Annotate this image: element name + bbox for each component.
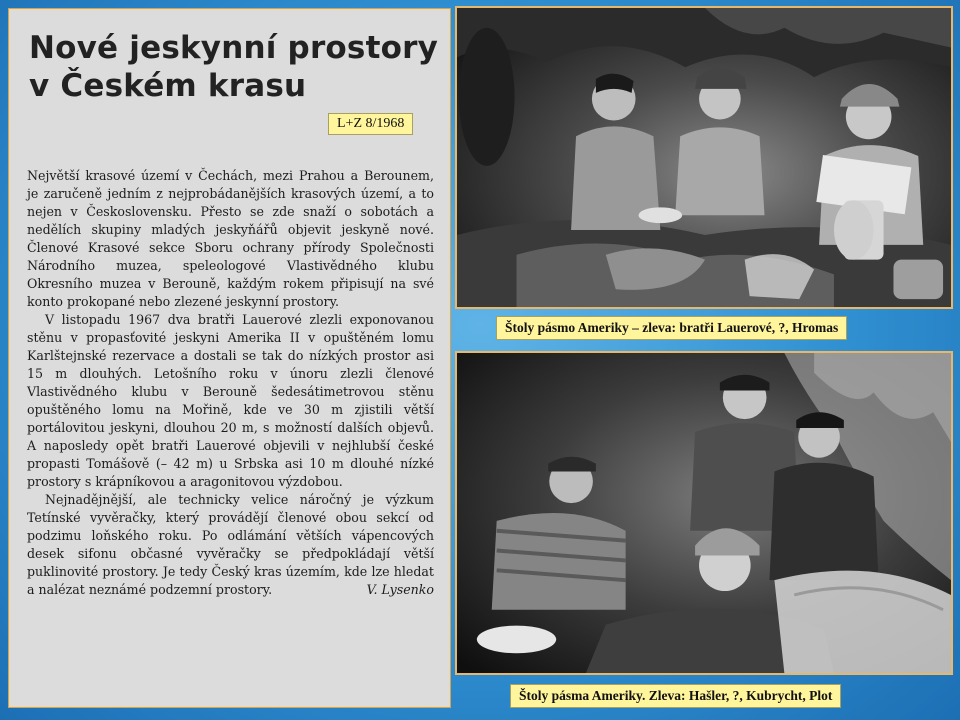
headline-line-2: v Českém krasu bbox=[29, 68, 307, 104]
article-paragraph-2: V listopadu 1967 dva bratři Lauerové zlezli exponovanou stěnu v propasťovité jeskyni Amerika II v opuštěném lomu Karlštejnské rezervace a dostali se tak do nízkých prostor asi 15 m dlouhých. Letošního roku v únoru zlezli členové Vlastivědného klubu v Berouně šedesátimetrovou stěnu opuštěného lomu na Mořině, kde ve 30 m zjistili větší portálovitou jeskyni, dlouhou 20 m, s možností dalších objevů. A naposledy opět bratři Lauerové objevili v nejhlubší české propasti Tomášově (– 42 m) u Srbska asi 10 m dlouhé nízké prostory s krápníkovou a aragonitovou výzdobou. bbox=[27, 312, 434, 489]
article-author: V. Lysenko bbox=[366, 582, 434, 597]
cave-photo-2 bbox=[455, 351, 953, 675]
headline-line-1: Nové jeskynní prostory bbox=[29, 30, 438, 66]
article-paragraph-1: Největší krasové území v Čechách, mezi Prahou a Berounem, je zaručeně jedním z nejprobádanějších krasových území, a to nejen v Československu. Přesto se zde snaží o sobotách a nedělích skupiny mladých jeskyňářů objevit jeskyně nové. Členové Krasové sekce Sboru ochrany přírody Společnosti Národního muzea, speleologové Vlastivědného klubu Okresního muzea v Berouně, každým rokem připisují na své konto prokopané nebo zlezené jeskynní prostory. bbox=[27, 168, 434, 309]
article-paragraph-3: Nejnadějnější, ale technicky velice náročný je výzkum Tetínské vyvěračky, který provádějí členové obou sekcí od podzimu loňského roku. Po odlámání větších vápencových desek sifonu občasné vyvěračky se předpokládají větší puklinovité prostory. Je tedy Český kras územím, kde lze hledat a nalézat neznámé podzemní prostory. bbox=[27, 492, 434, 597]
photo-2-caption: Štoly pásma Ameriky. Zleva: Hašler, ?, Kubrycht, Plot bbox=[510, 684, 841, 708]
article-body bbox=[27, 167, 434, 599]
source-tag: L+Z 8/1968 bbox=[328, 113, 413, 135]
article-headline bbox=[29, 29, 438, 105]
cave-photo-2-image bbox=[457, 353, 951, 673]
photo-1-caption: Štoly pásmo Ameriky – zleva: bratři Lauerové, ?, Hromas bbox=[496, 316, 847, 340]
cave-photo-1-image bbox=[457, 8, 951, 307]
cave-photo-1 bbox=[455, 6, 953, 309]
